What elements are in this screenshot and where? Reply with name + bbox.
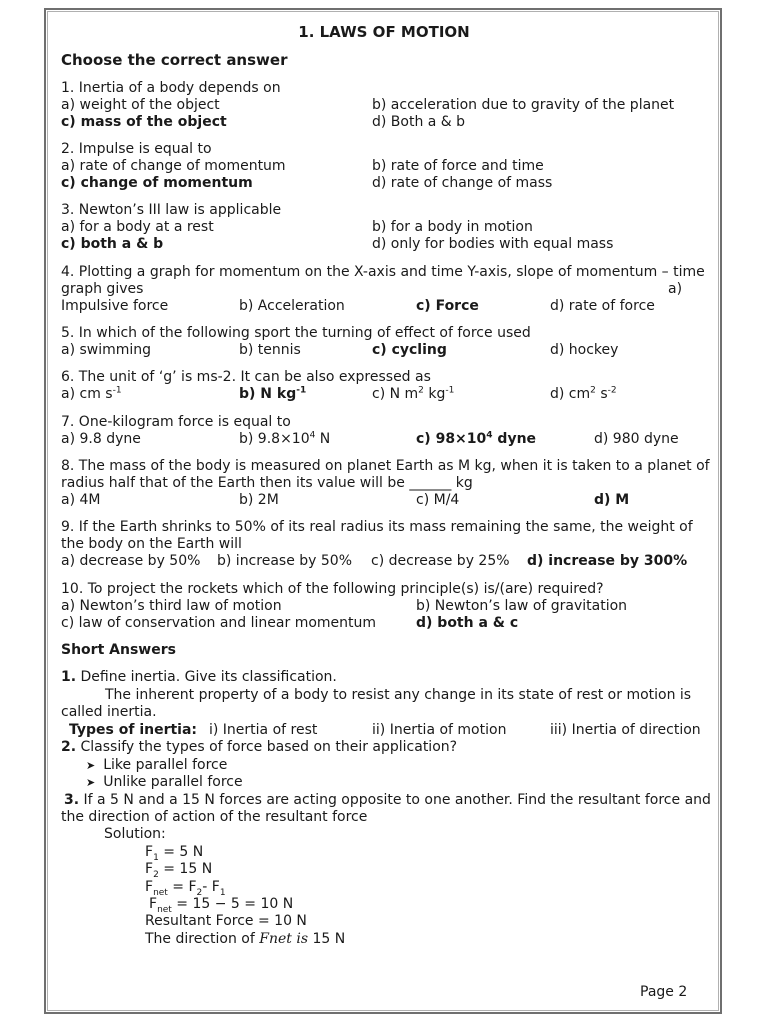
q2-option-b: b) rate of force and time	[372, 158, 544, 174]
question-2: 2. Impulse is equal to	[61, 141, 212, 157]
q5-option-b: b) tennis	[239, 342, 301, 358]
q4-option-a: Impulsive force	[61, 298, 169, 314]
q5-option-a: a) swimming	[61, 342, 152, 358]
question-4-line-1: 4. Plotting a graph for momentum on the X-axis and time Y-axis, slope of momentum – time	[61, 264, 705, 280]
q1-option-c: c) mass of the object	[61, 114, 227, 130]
short-answer-1-line-1: The inherent property of a body to resist any change in its state of rest or motion is	[105, 687, 692, 703]
question-5: 5. In which of the following sport the turning of effect of force used	[61, 325, 531, 341]
solution-label: Solution:	[104, 826, 166, 842]
q6-option-a: a) cm $s^{-1}$	[61, 385, 122, 402]
question-4-line-2: graph gives	[61, 281, 144, 297]
q8-option-b: b) 2M	[239, 492, 279, 508]
q10-option-d: d) both a & c	[416, 615, 519, 631]
equation-f1: $F_1 = 5$ N	[145, 844, 204, 863]
q9-option-d: d) increase by 300%	[527, 553, 688, 569]
q4-option-a-prefix: a)	[668, 281, 683, 297]
question-1: 1. Inertia of a body depends on	[61, 80, 281, 96]
equation-fnet: $F_{net} = F_2-$ $F_1$	[145, 879, 226, 898]
q6-option-c: c) N $m^2$ $kg^{-1}$	[372, 385, 455, 402]
resultant-force: Resultant Force = 10 N	[145, 913, 307, 929]
question-9-line-1: 9. If the Earth shrinks to 50% of its real radius its mass remaining the same, the weight of	[61, 519, 693, 535]
q8-option-d: d) M	[594, 492, 630, 508]
q9-option-b: b) increase by 50%	[217, 553, 352, 569]
q10-option-b: b) Newton’s law of gravitation	[416, 598, 628, 614]
q6-option-b: b) N $kg^{-1}$	[239, 385, 307, 402]
short-question-1: 1. Define inertia. Give its classification.	[61, 669, 337, 685]
q2-option-d: d) rate of change of mass	[372, 175, 553, 191]
short-answer-1-line-2: called inertia.	[61, 704, 157, 720]
inertia-type-1: i) Inertia of rest	[209, 722, 318, 738]
equation-fnet-value: $F_{net} = 15 - 5 = 10$ N	[149, 896, 294, 915]
q3-option-b: b) for a body in motion	[372, 219, 533, 235]
force-type-item-1: ➤ Like parallel force	[86, 757, 228, 773]
q3-option-c: c) both a & b	[61, 236, 164, 252]
q4-option-d: d) rate of force	[550, 298, 655, 314]
question-6: 6. The unit of ‘g’ is ms-2. It can be also expressed as	[61, 369, 431, 385]
q3-option-d: d) only for bodies with equal mass	[372, 236, 614, 252]
inertia-type-3: iii) Inertia of direction	[550, 722, 701, 738]
section-heading-short-answers: Short Answers	[61, 642, 176, 658]
q8-option-c: c) M/4	[416, 492, 460, 508]
bullet-arrow-icon: ➤	[86, 776, 96, 789]
question-10: 10. To project the rockets which of the following principle(s) is/(are) required?	[61, 581, 604, 597]
q7-option-a: a) 9.8 dyne	[61, 431, 141, 447]
q9-option-c: c) decrease by 25%	[371, 553, 510, 569]
types-of-inertia-label: Types of inertia:	[69, 722, 198, 738]
q2-option-a: a) rate of change of momentum	[61, 158, 286, 174]
q4-option-c: c) Force	[416, 298, 479, 314]
bullet-arrow-icon: ➤	[86, 759, 96, 772]
force-type-item-2: ➤ Unlike parallel force	[86, 774, 243, 790]
page-number: Page 2	[640, 984, 688, 1000]
q8-option-a: a) 4M	[61, 492, 101, 508]
q6-option-d: d) $cm^2$ $s^{-2}$	[550, 385, 617, 402]
q1-option-d: d) Both a & b	[372, 114, 466, 130]
q7-option-b: b) $9.8\times 10^4$ N	[239, 430, 331, 447]
section-heading-mcq: Choose the correct answer	[61, 51, 288, 69]
q5-option-d: d) hockey	[550, 342, 619, 358]
short-question-3-line-1: 3. If a 5 N and a 15 N forces are acting opposite to one another. Find the resultant force and	[64, 792, 711, 808]
question-8-line-2: radius half that of the Earth then its value will be ______ kg	[61, 475, 473, 491]
inertia-type-2: ii) Inertia of motion	[372, 722, 507, 738]
q7-option-d: d) 980 dyne	[594, 431, 679, 447]
page-title: 1. LAWS OF MOTION	[298, 23, 470, 41]
q10-option-c: c) law of conservation and linear momentum	[61, 615, 377, 631]
q1-option-a: a) weight of the object	[61, 97, 220, 113]
question-9-line-2: the body on the Earth will	[61, 536, 242, 552]
question-8-line-1: 8. The mass of the body is measured on planet Earth as M kg, when it is taken to a planet of	[61, 458, 710, 474]
q7-option-c: c) $98\times 10^4$ dyne	[416, 430, 537, 447]
q9-option-a: a) decrease by 50%	[61, 553, 201, 569]
short-question-2: 2. Classify the types of force based on their application?	[61, 739, 458, 755]
question-3: 3. Newton’s III law is applicable	[61, 202, 282, 218]
equation-f2: $F_2 = 15$ N	[145, 861, 213, 880]
q5-option-c: c) cycling	[372, 342, 447, 358]
q2-option-c: c) change of momentum	[61, 175, 253, 191]
q1-option-b: b) acceleration due to gravity of the planet	[372, 97, 675, 113]
short-question-3-line-2: the direction of action of the resultant force	[61, 809, 368, 825]
q3-option-a: a) for a body at a rest	[61, 219, 214, 235]
q4-option-b: b) Acceleration	[239, 298, 345, 314]
direction-statement: The direction of Fnet is 15 N	[145, 931, 346, 947]
question-7: 7. One-kilogram force is equal to	[61, 414, 291, 430]
q10-option-a: a) Newton’s third law of motion	[61, 598, 282, 614]
